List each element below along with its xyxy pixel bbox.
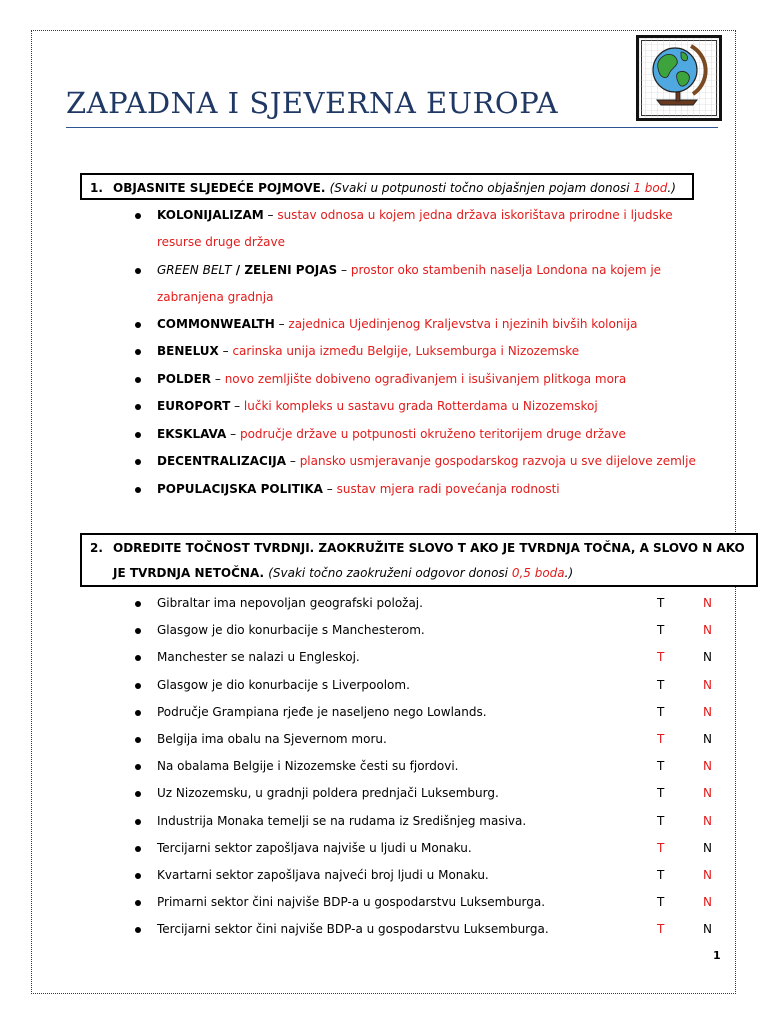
- true-option[interactable]: T: [657, 922, 665, 936]
- question-2-number: 2.: [90, 541, 103, 555]
- bullet: [135, 601, 141, 607]
- definition-item: KOLONIJALIZAM – sustav odnosa u kojem jedna država iskorištava prirodne i ljudske: [157, 208, 673, 222]
- bullet: [135, 683, 141, 689]
- bullet: [135, 819, 141, 825]
- false-option[interactable]: N: [703, 678, 712, 692]
- question-1-number: 1.: [90, 181, 103, 195]
- statement-text: Manchester se nalazi u Engleskoj.: [157, 650, 360, 664]
- false-option[interactable]: N: [703, 895, 712, 909]
- definition-item: POPULACIJSKA POLITIKA – sustav mjera radi povećanja rodnosti: [157, 482, 560, 496]
- statement-text: Tercijarni sektor zapošljava najviše u ljudi u Monaku.: [157, 841, 472, 855]
- page-title: ZAPADNA I SJEVERNA EUROPA: [66, 86, 559, 120]
- bullet: [135, 737, 141, 743]
- false-option[interactable]: N: [703, 705, 712, 719]
- bullet: [135, 628, 141, 634]
- false-option[interactable]: N: [703, 623, 712, 637]
- false-option[interactable]: N: [703, 922, 712, 936]
- question-2-points: 0,5 boda: [511, 566, 565, 580]
- true-option[interactable]: T: [657, 678, 665, 692]
- definition-item: GREEN BELT / ZELENI POJAS – prostor oko stambenih naselja Londona na kojem je: [157, 263, 662, 277]
- bullet: [135, 349, 141, 355]
- question-2-prompt: ODREDITE TOČNOST TVRDNJI. ZAOKRUŽITE SLOVO T AKO JE TVRDNJA TOČNA, A SLOVO N AKO: [113, 541, 745, 555]
- true-option[interactable]: T: [657, 705, 665, 719]
- statement-text: Belgija ima obalu na Sjevernom moru.: [157, 732, 387, 746]
- page-number: 1: [713, 949, 721, 962]
- bullet: [135, 791, 141, 797]
- question-2-header: [80, 533, 758, 587]
- false-option[interactable]: N: [703, 732, 712, 746]
- bullet: [135, 377, 141, 383]
- false-option[interactable]: N: [703, 650, 712, 664]
- true-option[interactable]: T: [657, 623, 665, 637]
- bullet: [135, 900, 141, 906]
- bullet: [135, 846, 141, 852]
- statement-text: Industrija Monaka temelji se na rudama iz Središnjeg masiva.: [157, 814, 527, 828]
- false-option[interactable]: N: [703, 841, 712, 855]
- definition-item: EUROPORT – lučki kompleks u sastavu grada Rotterdama u Nizozemskoj: [157, 399, 598, 413]
- false-option[interactable]: N: [703, 786, 712, 800]
- bullet: [135, 459, 141, 465]
- definition-item: BENELUX – carinska unija između Belgije, Luksemburga i Nizozemske: [157, 344, 580, 358]
- statement-text: Uz Nizozemsku, u gradnji poldera prednjači Luksemburg.: [157, 786, 499, 800]
- bullet: [135, 322, 141, 328]
- question-2-prompt-cont: JE TVRDNJA NETOČNA.: [113, 566, 265, 580]
- true-option[interactable]: T: [657, 841, 665, 855]
- definition-item: POLDER – novo zemljište dobiveno ograđivanjem i isušivanjem plitkoga mora: [157, 372, 627, 386]
- bullet: [135, 710, 141, 716]
- statement-text: Glasgow je dio konurbacije s Liverpoolom.: [157, 678, 410, 692]
- true-option[interactable]: T: [657, 814, 665, 828]
- statement-text: Na obalama Belgije i Nizozemske česti su fjordovi.: [157, 759, 459, 773]
- bullet: [135, 873, 141, 879]
- bullet: [135, 432, 141, 438]
- false-option[interactable]: N: [703, 868, 712, 882]
- definition-item: DECENTRALIZACIJA – plansko usmjeravanje gospodarskog razvoja u sve dijelove zemlje: [157, 454, 696, 468]
- bullet: [135, 764, 141, 770]
- bullet: [135, 487, 141, 493]
- definition-item: EKSKLAVA – područje države u potpunosti okruženo teritorijem druge države: [157, 427, 626, 441]
- bullet: [135, 404, 141, 410]
- definition-continuation: resurse druge države: [157, 235, 285, 249]
- question-1-note: (Svaki u potpunosti točno objašnjen pojam donosi 1 bod.): [329, 181, 676, 195]
- globe-icon: [636, 35, 722, 121]
- question-1-prompt: OBJASNITE SLJEDEĆE POJMOVE.: [113, 181, 326, 195]
- definition-continuation: zabranjena gradnja: [157, 290, 274, 304]
- true-option[interactable]: T: [657, 596, 665, 610]
- true-option[interactable]: T: [657, 759, 665, 773]
- bullet: [135, 927, 141, 933]
- false-option[interactable]: N: [703, 759, 712, 773]
- statement-text: Gibraltar ima nepovoljan geografski položaj.: [157, 596, 423, 610]
- false-option[interactable]: N: [703, 596, 712, 610]
- question-1-header: [80, 173, 694, 200]
- statement-text: Primarni sektor čini najviše BDP-a u gospodarstvu Luksemburga.: [157, 895, 546, 909]
- true-option[interactable]: T: [657, 895, 665, 909]
- true-option[interactable]: T: [657, 786, 665, 800]
- statement-text: Područje Grampiana rjeđe je naseljeno nego Lowlands.: [157, 705, 487, 719]
- true-option[interactable]: T: [657, 868, 665, 882]
- definition-item: COMMONWEALTH – zajednica Ujedinjenog Kraljevstva i njezinih bivših kolonija: [157, 317, 638, 331]
- statement-text: Glasgow je dio konurbacije s Manchesterom.: [157, 623, 425, 637]
- true-option[interactable]: T: [657, 650, 665, 664]
- question-1-points: 1 bod: [633, 181, 668, 195]
- true-option[interactable]: T: [657, 732, 665, 746]
- false-option[interactable]: N: [703, 814, 712, 828]
- bullet: [135, 268, 141, 274]
- question-2-note: (Svaki točno zaokruženi odgovor donosi 0,5 boda.): [268, 566, 574, 580]
- title-underline: [66, 127, 718, 128]
- statement-text: Kvartarni sektor zapošljava najveći broj ljudi u Monaku.: [157, 868, 489, 882]
- bullet: [135, 213, 141, 219]
- bullet: [135, 655, 141, 661]
- statement-text: Tercijarni sektor čini najviše BDP-a u gospodarstvu Luksemburga.: [157, 922, 549, 936]
